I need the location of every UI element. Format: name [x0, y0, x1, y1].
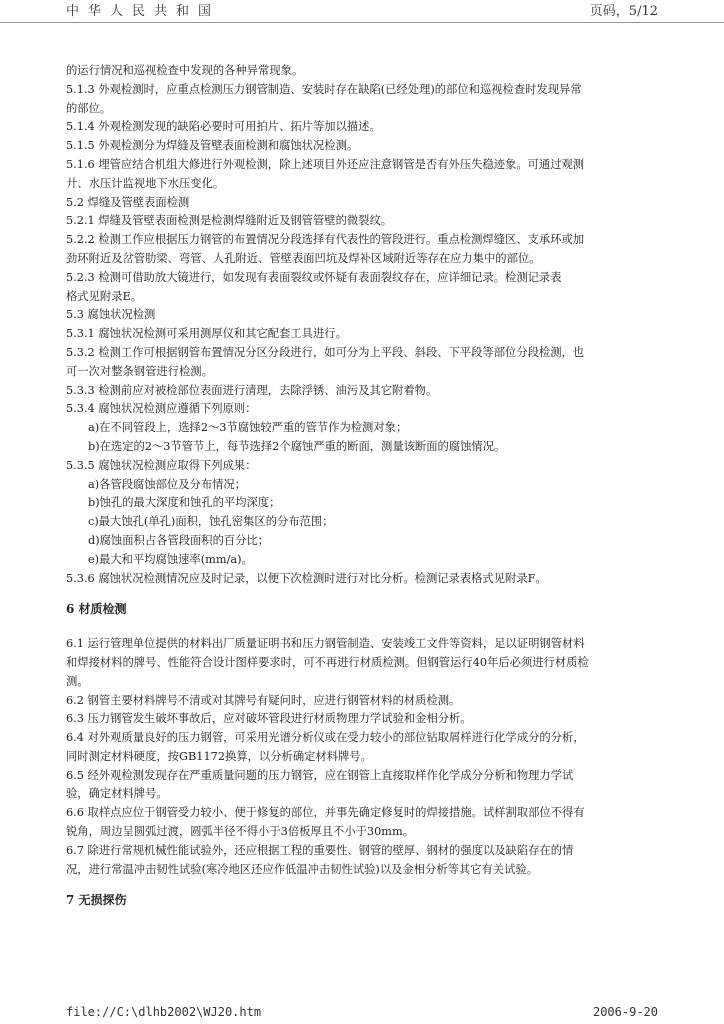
section-5-2-heading: 5.2 焊缝及管壁表面检测	[66, 195, 190, 209]
list-item: d)腐蚀面积占各管段面积的百分比；	[88, 533, 270, 547]
clause-5-3-6: 5.3.6 腐蚀状况检测情况应及时记录，以便下次检测时进行对比分析。检测记录表格式见附录F。	[66, 571, 547, 585]
text-line: 廾、水压计监视地下水压变化。	[66, 176, 225, 190]
section-5-3-heading: 5.3 腐蚀状况检测	[66, 308, 156, 322]
section-6-heading: 6 材质检测	[66, 602, 127, 617]
clause-5-3-1: 5.3.1 腐蚀状况检测可采用测厚仪和其它配套工具进行。	[66, 327, 347, 341]
list-item: a)各管段腐蚀部位及分布情况；	[88, 477, 247, 491]
document-body	[66, 62, 662, 910]
text-line: 格式见附录E。	[66, 289, 143, 303]
text-line: 同时测定材料硬度，按GB1172换算，以分析确定材料牌号。	[66, 749, 372, 763]
text-line: 况，进行常温冲击韧性试验(寒冷地区还应作低温冲击韧性试验)以及金相分析等其它有关试验。	[66, 862, 538, 876]
clause-5-2-3: 5.2.3 检测可借助放大镜进行，如发现有表面裂纹或怀疑有表面裂纹存在，应详细记录。检测记录表	[66, 270, 562, 284]
clause-6-2: 6.2 钢管主要材料牌号不清或对其牌号有疑问时，应进行钢管材料的材质检测。	[66, 693, 461, 707]
section-7-heading: 7 无损探伤	[66, 893, 127, 908]
text-line: 和焊接材料的牌号、性能符合设计图样要求时，可不再进行材质检测。但钢管运行40年后必须进行材质检	[66, 655, 589, 669]
text-line: 的运行情况和巡视检查中发现的各种异常现象。	[66, 64, 304, 77]
text-line: 的部位。	[66, 101, 112, 115]
page-footer	[66, 1005, 658, 1019]
clause-5-1-3: 5.1.3 外观检测时，应重点检测压力钢管制造、安装时存在缺陷(已经处理)的部位和巡视检查时发现异常	[66, 82, 582, 96]
clause-5-3-4: 5.3.4 腐蚀状况检测应遵循下列原则：	[66, 402, 257, 416]
text-line: 锐角，周边呈圆弧过渡，圆弧半径不得小于3倍板厚且不小于30mm。	[66, 825, 415, 839]
clause-5-2-2: 5.2.2 检测工作应根据压力钢管的布置情况分段选择有代表性的管段进行。重点检测焊缝区、支承环或加	[66, 233, 585, 247]
text-line: 验，确定材料牌号。	[66, 787, 168, 801]
clause-5-1-4: 5.1.4 外观检测发现的缺陷必要时可用拍片、拓片等加以描述。	[66, 120, 381, 134]
clause-5-3-3: 5.3.3 检测前应对被检部位表面进行清理，去除浮锈、油污及其它附着物。	[66, 383, 438, 397]
clause-6-5: 6.5 经外观检测发现存在严重质量问题的压力钢管，应在钢管上直接取样作化学成分分析和物理力学试	[66, 768, 574, 782]
list-item: c)最大蚀孔(单孔)面积，蚀孔密集区的分布范围；	[88, 515, 334, 529]
text-line: 测。	[66, 674, 89, 688]
clause-5-2-1: 5.2.1 焊缝及管壁表面检测是检测焊缝附近及钢管管壁的微裂纹。	[66, 214, 393, 228]
clause-6-3: 6.3 压力钢管发生破坏事故后，应对破坏管段进行材质物理力学试验和金相分析。	[66, 712, 472, 726]
text-line: 可一次对整条钢管进行检测。	[66, 364, 213, 378]
clause-6-6: 6.6 取样点应位于钢管受力较小、便于修复的部位，并事先确定修复时的焊接措施。试样割取部位不得有	[66, 806, 585, 820]
file-path: file://C:\dlhb2002\WJ20.htm	[66, 1005, 262, 1019]
clause-6-7: 6.7 除进行常规机械性能试验外，还应根据工程的重要性、钢管的壁厚、钢材的强度以及缺陷存在的情	[66, 843, 574, 857]
clause-5-1-5: 5.1.5 外观检测分为焊缝及管壁表面检测和腐蚀状况检测。	[66, 139, 359, 153]
list-item: b)在选定的2～3节管节上，每节选择2个腐蚀严重的断面，测量该断面的腐蚀情况。	[88, 439, 506, 453]
header-title: 中华人民共和国	[66, 4, 221, 19]
list-item: a)在不同管段上，选择2～3节腐蚀较严重的管节作为检测对象；	[88, 421, 408, 435]
clause-5-3-5: 5.3.5 腐蚀状况检测应取得下列成果：	[66, 458, 257, 472]
list-item: b)蚀孔的最大深度和蚀孔的平均深度；	[88, 496, 281, 510]
print-date: 2006-9-20	[592, 1005, 658, 1019]
clause-5-3-2: 5.3.2 检测工作可根据钢管布置情况分区分段进行，如可分为上平段、斜段、下平段等部位分段检测，也	[66, 345, 585, 359]
page-number: 页码，5/12	[589, 4, 658, 19]
clause-5-1-6: 5.1.6 埋管应结合机组大修进行外观检测，除上述项目外还应注意钢管是否有外压失稳迹象。可通过观测	[66, 157, 585, 171]
clause-6-4: 6.4 对外观质量良好的压力钢管，可采用光谱分析仪或在受力较小的部位钻取屑样进行化学成分的分析，	[66, 731, 585, 745]
clause-6-1: 6.1 运行管理单位提供的材料出厂质量证明书和压力钢管制造、安装竣工文件等资料，足以证明钢管材料	[66, 637, 585, 651]
text-line: 劲环附近及岔管肋梁、弯管、人孔附近、管壁表面凹坑及焊补区域附近等存在应力集中的部位。	[66, 251, 541, 265]
page-header	[0, 0, 724, 23]
list-item: e)最大和平均腐蚀速率(mm/a)。	[88, 552, 253, 566]
